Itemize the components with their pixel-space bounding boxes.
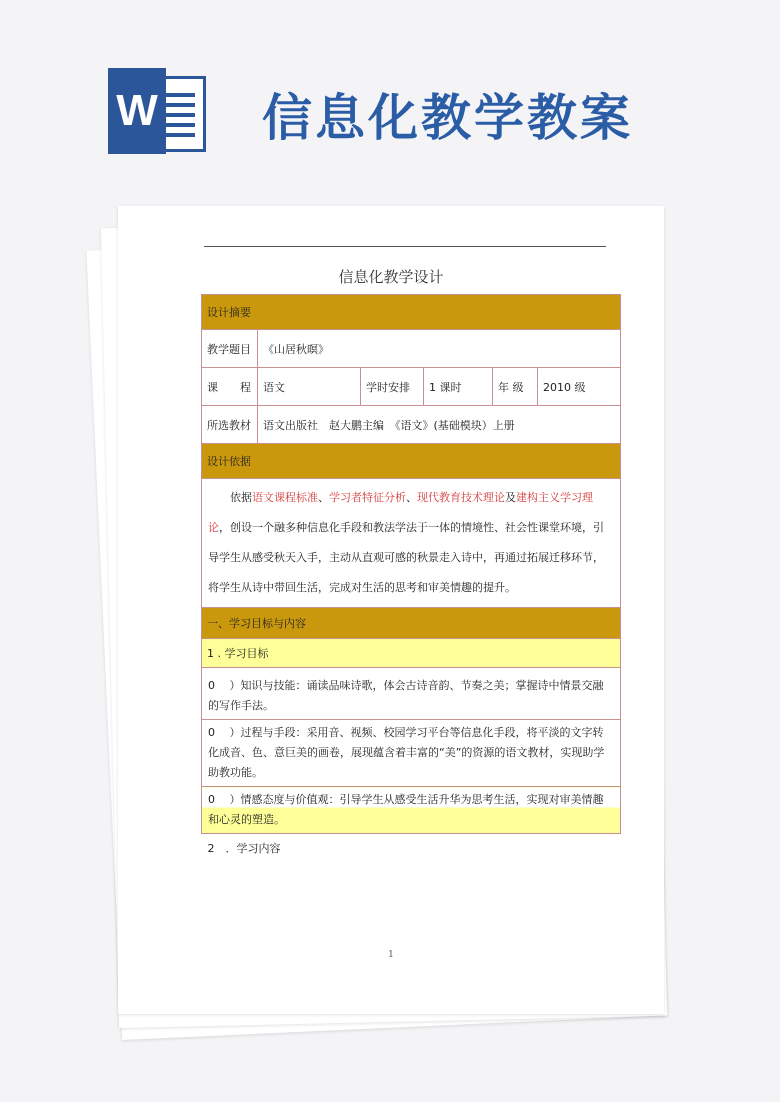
section-heading-basis: 设计依据 — [202, 444, 621, 479]
objective-process: 0 ）过程与手段：采用音、视频、校园学习平台等信息化手段，将平淡的文字转化成音、色、意巨美的画卷，展现蕴含着丰富的“美”的资源的语文教材，实现助学助教功能。 — [202, 720, 621, 787]
word-letter: W — [108, 68, 166, 154]
course-label: 课 程 — [202, 368, 258, 406]
basis-term-learner: 学习者特征分析 — [329, 491, 406, 504]
topic-label: 教学题目 — [202, 330, 258, 368]
subheading-content: 2 ．学习内容 — [207, 842, 281, 855]
page-title: 信息化教学教案 — [262, 89, 633, 147]
document-page — [118, 206, 664, 1014]
basis-term-edtech: 现代教育技术理论 — [417, 491, 505, 504]
grade-value: 2010 级 — [538, 368, 621, 406]
textbook-label: 所选教材 — [202, 406, 258, 444]
page-number: 1 — [388, 950, 394, 960]
basis-sep-1: 、 — [318, 491, 329, 504]
basis-paragraph — [202, 479, 621, 608]
hours-label: 学时安排 — [361, 368, 424, 406]
basis-sep-2: 、 — [406, 491, 417, 504]
section-heading-summary: 设计摘要 — [202, 295, 621, 330]
basis-prefix: 依据 — [230, 491, 252, 504]
basis-term-curriculum: 语文课程标准 — [252, 491, 318, 504]
word-logo — [108, 68, 208, 154]
subheading-objectives: 1 . 学习目标 — [202, 639, 621, 668]
basis-term-constructivism: 建构主义学习理论 — [208, 491, 593, 534]
hours-value: 1 课时 — [424, 368, 493, 406]
objective-knowledge: 0 ）知识与技能：诵读品味诗歌，体会古诗音韵、节奏之美；掌握诗中情景交融的写作手法。 — [202, 668, 621, 720]
document-title: 信息化教学设计 — [338, 268, 444, 286]
course-value: 语文 — [258, 368, 361, 406]
topic-value: 《山居秋暝》 — [258, 330, 621, 368]
section-heading-objectives: 一、学习目标与内容 — [202, 608, 621, 639]
header-rule — [204, 246, 606, 247]
basis-sep-3: 及 — [505, 491, 516, 504]
lesson-plan-table — [201, 294, 621, 864]
basis-body: ，创设一个融多种信息化手段和教法学法于一体的情境性、社会性课堂环境，引导学生从感受秋天入手，主动从直观可感的秋景走入诗中，再通过拓展迁移环节，将学生从诗中带回生活，完成对生活的思考和审美情趣的提升。 — [208, 521, 604, 594]
grade-label: 年 级 — [493, 368, 538, 406]
objective-attitude: 0 ）情感态度与价值观：引导学生从感受生活升华为思考生活，实现对审美情趣和心灵的塑造。 — [202, 787, 621, 834]
textbook-value: 语文出版社 赵大鹏主编 《语文》(基础模块）上册 — [258, 406, 621, 444]
